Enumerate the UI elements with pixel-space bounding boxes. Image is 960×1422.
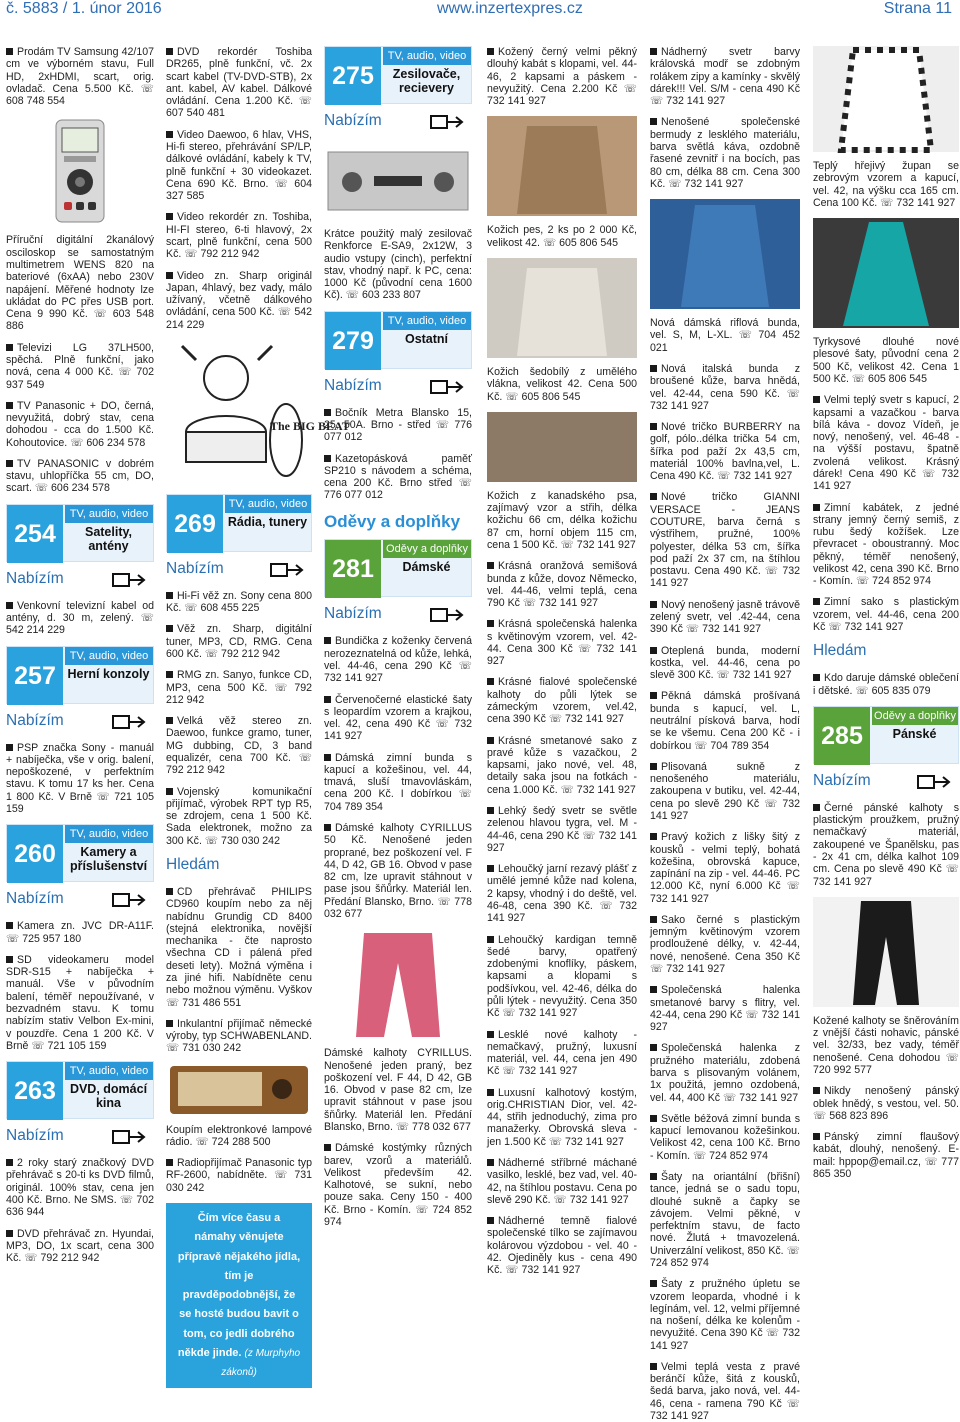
bullet [6,602,13,609]
amplifier-photo [324,142,472,220]
classified-ad: SD videokameru model SDR-S15 + nabíječka + manuál. Vše v původním balení, téměř nepoužívané, v bezvadném stavu. K tomu nabízím stativ Velbon Ex-mini, v pouzdře. Cena 1 200 Kč. V Brně ☏ 721 105 159 [6,953,154,1052]
classified-ad: Nádherné temně fialové společenské tílko se zajímavou kolárovou výzdobou - vel. 40 - 42. Ojediněly kus - cena 490 Kč. ☏ 732 141 927 [487,1215,637,1277]
arrow-right-icon [112,572,150,588]
bullet [6,1159,13,1166]
classified-ad: Nenošené společenské bermudy z lesklého materiálu, barva světlá káva, ozdobně řasené zevnitř i na bocích, pas 80 cm, délka 88 cm. Cena 300 Kč. ☏ 732 141 927 [650,116,800,190]
classified-ad: Dámské kalhoty CYRILLUS. Nenošené jeden praný, bez poškození vel. F 44, D 42, GB 16. Obvod v pase 82 cm, lze upravit stáhnout v pase jsou šňůrky. Materiál len. Předání Blansko, Brno. ☏ 778 032 677 [324,1047,472,1133]
offer-label: Nabízím [6,570,154,590]
classified-ad: Černé pánské kalhoty s plastickým proužkem, pružný nemačkavý materiál, zakoupené ve Španělsku, pas - 2x 41 cm, délka kalhot 109 cm. Cena po slevě 490 Kč ☏ 732 141 927 [813,801,959,888]
bullet [487,1159,494,1166]
bullet [650,986,657,993]
classified-ad: Lehoučký jarní rezavý plášť z umělé jemné kůže nad kolena, 2 kapsy, vhodný i do deště, vel. 46-48, cena 390 Kč. ☏ 732 141 927 [487,863,637,925]
bullet [813,396,820,403]
bullet [813,504,820,511]
classified-ad: Sako černé s plastickým jemným květinovým vzorem prodloužené délky, v. 42-44, nové, nenošené. Cena 350 Kč ☏ 732 141 927 [650,913,800,976]
bullet [324,409,331,416]
classified-ad: Velmi teplá vesta z pravé beránčí kůže, šitá z kousků, šedá barva, jako nová, vel. 44-46, cena - ramena 790 Kč ☏ 732 141 927 [650,1360,800,1422]
classified-ad: Dámské kostýmky různých barev, vzorů a materiálů. Velikost především 42. Kalhotové, se sukní, nebo pouze saka. Ceny 150 - 400 Kč. Brno - Komín. ☏ 724 852 974 [324,1142,472,1228]
classified-ad: TV PANASONIC v dobrém stavu, uhlopříčka 55 cm, DO, scart. ☏ 606 234 578 [6,457,154,495]
classified-ad: Společenská halenka smetanové barvy s flitry, vel. 42-44, cena 290 Kč ☏ 732 141 927 [650,984,800,1034]
bullet [6,956,13,963]
offer-label: Nabízím [324,377,472,397]
classified-ad: Prodám TV Samsung 42/107 cm ve výborném stavu, Full HD, 2xHDMI, scart, orig. ovladač. Cena 5.500 Kč. ☏ 608 748 554 [6,46,154,108]
leather-trousers-photo [813,897,959,1007]
classified-ad: Věž zn. Sharp, digitální tuner, MP3, CD, RMG. Cena 600 Kč. ☏ 792 212 942 [166,623,312,661]
bullet [487,678,494,685]
classified-ad: Hi-Fi věž zn. Sony cena 800 Kč. ☏ 608 455 225 [166,589,312,615]
classified-ad: Šaty na oriantální (břišní) tance, jedná se o sadu topu, dlouhé sukně a čapky se závojem. Velmi pěkné, v perfektním stavu, de facto nové. Žlutá + tmavozelená. Univerzální velikost, 850 Kč. ☏ 724 852 974 [650,1170,800,1269]
bullet [6,344,13,351]
bullet [650,118,657,125]
arrow-right-icon [270,562,308,578]
bullet [650,763,657,770]
classified-ad: Pravý kožich z lišky šitý z kousků - velmi teplý, bohatá kožešina, obrovská kapuce, zapínání na zip - vel. 44-46. PC 12.000 Kč, nyní 6.000 Kč ☏ 732 141 927 [650,831,800,905]
classified-ad: Radiopřijímač Panasonic typ RF-2600, nabídněte. ☏ 731 030 242 [166,1157,312,1194]
classified-ad: Příruční digitální 2kanálový osciloskop se samostatným multimetrem WENS 820 na bateriové (6xAA) nebo 230V napájení. Měřené hodnoty lze ukládat do PC přes USB port. Cena 9 990 Kč. ☏ 603 548 886 [6,234,154,333]
classified-ad: Šaty z pružného úpletu se vzorem leoparda, vhodné i k legínám, vel. 12, velmi příjemné na nošení, délka ke kolenům - nevyužité. Cena 390 Kč ☏ 732 141 927 [650,1278,800,1352]
classified-ad: Bundička z koženky červená nerozeznatelná od kůže, lehká, vel. 44-46, cena 290 Kč ☏ 732 141 927 [324,635,472,685]
rubric-257: 257 TV, audio, video Herní konzoly [6,646,154,704]
bullet [487,1089,494,1096]
arrow-right-icon [112,1129,150,1145]
bullet [650,833,657,840]
bullet [166,671,173,678]
classified-ad: Lehoučký kardigan temně šedé barvy, opatřený zdobenými knoflíky, páskem, kapsami a klopami s podšívkou, vel. 42-46, délka do půli lýtek - nevyužitý. Cena 350 Kč ☏ 732 141 927 [487,933,637,1020]
classified-ad: CD přehrávač PHILIPS CD960 koupím nebo za něj nabídnu Grundig CD 8400 (stejná elektronika, novější mechanika - čte naprosto všechna CD i pálená před deseti lety). Možná výměna i za jiné hifi. Nabídněte cenu nebo možnou výměnu. Vyškov ☏ 731 486 551 [166,885,312,1009]
bullet [6,48,13,55]
bullet [487,737,494,744]
bullet [324,824,331,831]
classified-ad: Krásná oranžová semišová bunda z kůže, dovoz Německo, vel. 44-46, velmi teplá, cena 790 Kč ☏ 732 141 927 [487,560,637,610]
offer-label: Nabízím [6,890,154,910]
classified-ad: Krátce použitý malý zesilovač Renkforce E-SA9, 2x12W, 3 audio vstupy (cinch), perfektní stav, vhodný např. k PC, cena: 1000 Kč (původní cena 1600 Kč). ☏ 603 233 807 [324,228,472,302]
classified-ad: PSP značka Sony - manuál + nabíječka, vše v orig. balení, nepoškozené, v perfektním stavu. K tomu 17 ks her. Cena 1 800 Kč. V Brně ☏ 721 105 159 [6,741,154,815]
classified-ad: Nádherný svetr barvy královská modř se zdobným rolákem zipy a kamínky - skvělý dárek!!! Vel. S/M - cena 490 Kč ☏ 732 141 927 [650,46,800,108]
bullet [487,1031,494,1038]
classified-ad: Kožené kalhoty se šněrováním z vnější části nohavic, pánské vel. 32/33, bez vady, téměř nenošené. Cena dohodou ☏ 720 992 577 [813,1014,959,1076]
column-1 [6,46,154,1324]
bullet [650,1363,657,1370]
column-4 [487,46,637,1324]
bullet [6,460,13,467]
bullet [6,744,13,751]
bullet [813,674,820,681]
bullet [166,1020,173,1027]
classified-ad: Kazetopásková paměť SP210 s návodem a schéma, cena 200 Kč. Brno střed ☏ 776 077 012 [324,452,472,502]
bullet [650,1280,657,1287]
pink-trousers-photo [324,929,472,1039]
classified-ad: Plisovaná sukně z nenošeného materiálu, zakoupena v butiku, vel. 42-44, cena po slevě 290 Kč ☏ 732 141 927 [650,760,800,822]
bullet [166,592,173,599]
classified-ad: Kožich pes, 2 ks po 2 000 Kč, velikost 42. ☏ 605 806 545 [487,224,637,249]
rubric-285: 285 Oděvy a doplňky Pánské [813,706,959,764]
denim-jacket-photo [650,199,800,309]
classified-ad: Kožich šedobílý z umělého vlákna, velikost 42. Cena 500 Kč. ☏ 605 806 545 [487,365,637,403]
bullet [487,936,494,943]
offer-label: Nabízím [6,1127,154,1147]
classified-ad: Kožený černý velmi pěkný dlouhý kabát s klopami, vel. 44-46, 2 kapsami a páskem - nevyužitý. Cena 2.200 Kč ☏ 732 141 927 [487,46,637,108]
bullet [650,601,657,608]
bullet [813,598,820,605]
arrow-right-icon [430,114,468,130]
classified-ad: Dámské kalhoty CYRILLUS 50 Kč. Nenošené jeden proprané, bez poškození vel. F 44, D 42, GB 16. Obvod v pase 82 cm, lze upravit stáhnout v pase jsou šňůrky. Materiál len. Předání Blansko, Brno. ☏ 778 032 677 [324,822,472,920]
bullet [650,647,657,654]
rubric-279: 279 TV, audio, video Ostatní [324,311,472,369]
offer-label: Nabízím [166,560,312,580]
classified-ad: Pánský zimní flaušový kabát, dlouhý, nenošený. E-mail: hppop@email.cz, ☏ 777 865 350 [813,1131,959,1180]
classified-ad: Teplý hřejivý župan se zebrovým vzorem a kapucí, vel. 42, na výšku cca 165 cm. Cena 100 Kč. ☏ 732 141 927 [813,160,959,209]
bullet [166,272,173,279]
bullet [324,455,331,462]
classified-ad: Zimní kabátek, z jedné strany jemný černý semiš, z rubu šedý kožíšek. Lze převracet - oboustranný. Moc pěkný, téměř nenošený, velikost 42, cena 390 Kč. Brno - Komín. ☏ 724 852 974 [813,501,959,588]
arrow-right-icon [917,774,955,790]
bullet [650,692,657,699]
rubric-260: 260 TV, audio, video Kamery a příslušenství [6,824,154,882]
classified-ad: Video rekordér zn. Toshiba, HI-FI stereo, 6-ti hlavový, 2x scart, plně funkční, cena 500 Kč. ☏ 792 212 942 [166,211,312,261]
classified-ad: Koupím elektronkové lampové rádio. ☏ 724 288 500 [166,1123,312,1148]
classified-ad: DVD přehrávač zn. Hyundai, MP3, DO, 1x scart, cena 300 Kč. ☏ 792 212 942 [6,1227,154,1265]
fur-coat-photo [487,116,637,216]
classified-ad: Nová italská bunda z broušené kůže, barva hnědá, vel. 42-44, cena 590 Kč. ☏ 732 141 927 [650,362,800,412]
classified-ad: Dámská zimní bunda s kapucí a kožešinou, vel. 44, tmavá, sluší tmavovláskám, cena 200 Kč. I dobírkou ☏ 704 789 354 [324,751,472,813]
classified-ad: Zimní sako s plastickým vzorem, vel. 44-46, cena 200 Kč ☏ 732 141 927 [813,596,959,634]
poster-text: The BIG BEAT [270,418,350,433]
classified-ad: Bočník Metra Blansko 15, 25, 50A. Brno - střed ☏ 776 077 012 [324,406,472,444]
rubric-275: 275 TV, audio, video Zesilovače, recievery [324,46,472,104]
classified-ad: Kamera zn. JVC DR-A11F. ☏ 725 957 180 [6,920,154,945]
classified-ad: Nová dámská riflová bunda, vel. S, M, L-XL. ☏ 704 452 021 [650,317,800,354]
multimeter-photo [6,116,154,226]
classified-ad: Nové tričko BURBERRY na golf, pólo..délka trička 54 cm, šířka pod paží 2x 43,5 cm, materiál 100% bavlna,vel, L. Cena 490 Kč. ☏ 732 141 927 [650,421,800,483]
dog-fur-photo [487,412,637,482]
classified-ad: Video zn. Sharp originál Japan, 4hlavý, bez vady, málo užívaný, včetně dálkového ovládání, cena 500 Kč. ☏ 542 214 229 [166,269,312,331]
classified-ad: Video Daewoo, 6 hlav, VHS, Hi-fi stereo, přehrávání SP/LP, dálkové ovládání, kabely k TV, plně funkční + 30 videokazet. Cena 690 Kč. Brno. ☏ 604 327 585 [166,128,312,203]
promo-box: Čím více času a námahy věnujete přípravě nějakého jídla, tím je pravděpodobnější, že se hosté budou bavit o tom, co jedli dobrého někde jinde. (z Murphyho zákonů) [166,1203,312,1388]
classified-ad: Lesklé nové kalhoty - nemačkavý, pružný, luxusní materiál, vel. 44, cena jen 490 Kč ☏ 732 141 927 [487,1028,637,1078]
radio-photo [166,1064,312,1116]
bullet [6,922,13,929]
bullet [166,788,173,795]
grey-coat-photo [487,258,637,358]
bullet [650,365,657,372]
classified-ad: Velká věž stereo zn. Daewoo, funkce gramo, tuner, MG dubbing, CD, 3 band equalizér, cena 700 Kč. ☏ 792 212 942 [166,715,312,777]
bullet [650,48,657,55]
arrow-right-icon [112,892,150,908]
bullet [324,1144,331,1151]
bullet [650,1115,657,1122]
classified-ad: Venkovní televizní kabel od antény, d. 30 m, zelený. ☏ 542 214 229 [6,599,154,637]
bullet [487,1217,494,1224]
bullet [166,717,173,724]
seek-label: Hledám [166,855,220,873]
classified-ad: Pěkná dámská prošívaná bunda s kapucí, vel. L, neutrální písková barva, hodí se ke všemu. Cena 200 Kč - i dobírkou ☏ 704 789 354 [650,690,800,752]
offer-label: Nabízím [324,112,472,132]
rubric-281: 281 Oděvy a doplňky Dámské [324,539,472,597]
column-5 [650,46,800,1422]
site-url[interactable]: www.inzertexpres.cz [437,0,583,17]
bullet [324,696,331,703]
offer-label: Nabízím [6,712,154,732]
bullet [487,620,494,627]
bullet [324,754,331,761]
classified-ad: Nikdy nenošený pánský oblek hnědý, s vestou, vel. 50. ☏ 568 823 896 [813,1085,959,1122]
rubric-269: 269 TV, audio, video Rádia, tunery [166,494,312,552]
bullet [166,1159,173,1166]
classified-ad: Červenočerné elastické šaty s leopardím vzorem a krajkou, vel. 42, cena 490 Kč ☏ 732 141 927 [324,693,472,743]
column-6 [813,46,959,1324]
bullet [166,625,173,632]
classified-ad: Nové tričko GIANNI VERSACE - JEANS COUTURE, barva černá s výstřihem, pružné, 100% polyester, délka 53 cm, šířka pod paží 2x 37 cm, na štíhlou postavu. Cena 490 Kč. ☏ 732 141 927 [650,491,800,590]
offer-label: Nabízím [324,605,472,625]
section-title: Oděvy a doplňky [324,511,461,531]
classified-ad: Televizi LG 37LH500, spěchá. Plně funkční, jako nová, cena 4 000 Kč. ☏ 702 937 549 [6,341,154,391]
column-2 [166,46,350,1379]
classified-ad: Krásná společenská halenka s květinovým vzorem, vel. 42-44. Cena 300 Kč ☏ 732 141 927 [487,618,637,668]
bullet [324,637,331,644]
classified-ad: Krásné smetanové sako z pravé kůže s vazačkou, 2 kapsami, jako nové, vel. 48, detaily saka jsou na fotkách - cena 1.000 Kč. ☏ 732 141 927 [487,734,637,796]
classified-ad: TV Panasonic + DO, černá, nevyužitá, dobrý stav, cena dohodou - cca do 1.500 Kč. Kohoutovice. ☏ 606 234 578 [6,399,154,449]
arrow-right-icon [430,607,468,623]
drummer-illustration [166,340,350,486]
bullet [813,1133,820,1140]
classified-ad: Světle béžová zimní bunda s kapucí lemovanou kožešinkou. Velikost 42, cena 100 Kč. Brno - Komín. ☏ 724 852 974 [650,1112,800,1162]
bullet [487,807,494,814]
classified-ad: Kdo daruje dámské oblečení i dětské. ☏ 605 835 079 [813,672,959,697]
page-number: Strana 11 [883,0,952,17]
classified-ad: Luxusní kalhotový kostým, orig.CHRISTIAN Dior, vel. 42-44, střih jednoduchý, zima pro manažerky. Obrovská sleva - jen 1.500 Kč ☏ 732 141 927 [487,1086,637,1148]
bullet [813,804,820,811]
turquoise-dress-photo [813,218,959,328]
bullet [6,1230,13,1237]
bullet [650,423,657,430]
seek-label: Hledám [813,642,867,660]
classified-ad: Krásné fialové společenské kalhoty do půli lýtek se zámeckým vzorem, vel.42, cena 390 Kč ☏ 732 141 927 [487,676,637,726]
arrow-right-icon [430,379,468,395]
bullet [166,48,173,55]
classified-ad: Nádherné stříbrné máchané vasilko, lesklé, bez vad, vel. 40-42, na štíhlou postavu. Cena po slevě 290 Kč. ☏ 732 141 927 [487,1157,637,1206]
classified-ad: Velmi teplý svetr s kapucí, 2 kapsami a vazačkou - barva bílá káva - dovoz Vídeň, je nový, nenošený, vel. 46-48 - na výšší postavu, špatně zvolená velikost. Krásný dárek! Cena 490 Kč ☏ 732 141 927 [813,394,959,493]
bullet [487,865,494,872]
column-3 [324,46,472,1324]
bullet [487,48,494,55]
rubric-254: 254 TV, audio, video Satelity, antény [6,504,154,562]
classified-ad: Inkulantní přijímač německé výroby, typ SCHWABENLAND. ☏ 731 030 242 [166,1017,312,1055]
classified-ad: 2 roky starý značkový DVD přehrávač s 20-ti ks DVD filmů, originál. 100% stav, cena jen 400 Kč. Brno. Ne SMS. ☏ 702 636 944 [6,1157,154,1219]
bullet [650,1044,657,1051]
bullet [650,1173,657,1180]
bullet [6,402,13,409]
bullet [166,131,173,138]
classified-ad: DVD rekordér Toshiba DR265, plně funkční, vč. 2x scart kabel (TV-DVD-STB), 2x ant. kabel, AV kabel. Dálkové ovládání. Cena 1.200 Kč. ☏ 607 540 481 [166,46,312,120]
classified-ad: Vojenský komunikační přijímač, výrobek RPT typ R5, se zdrojem, cena 1 500 Kč. Sada elektronek, možno za 300 Kč. ☏ 730 030 242 [166,785,312,847]
bullet [166,888,173,895]
classified-ad: Lehký šedý svetr se světle zelenou hlavou tygra, vel. M - 44-46, cena 290 Kč ☏ 732 141 927 [487,805,637,854]
arrow-right-icon [112,714,150,730]
classified-ad: Oteplená bunda, moderní kostka, vel. 44-46, cena po slevě 300 Kč. ☏ 732 141 927 [650,644,800,682]
issue-number: č. 5883 / 1. únor 2016 [6,0,162,17]
bullet [650,493,657,500]
rubric-263: 263 TV, audio, video DVD, domácí kina [6,1061,154,1119]
offer-label: Nabízím [813,772,959,792]
classified-ad: Společenská halenka z pružného materiálu, zdobená barva s plisovaným volánem, 1x použitá, jemno ozdobená, vel. 44, 400 Kč ☏ 732 141 927 [650,1042,800,1104]
bullet [166,213,173,220]
zebra-robe-photo [813,46,959,152]
page-header [0,0,960,20]
classified-ad: Tyrkysové dlouhé nové plesové šaty, původní cena 2 500 Kč, velikost 42. Cena 1 500 Kč. ☏ 605 806 545 [813,336,959,385]
bullet [650,916,657,923]
classified-ad: RMG zn. Sanyo, funkce CD, MP3, cena 500 Kč. ☏ 792 212 942 [166,669,312,706]
classified-ad: Nový nenošený jasně trávově zelený svetr, vel .42-44, cena 390 Kč ☏ 732 141 927 [650,598,800,636]
bullet [487,562,494,569]
bullet [813,1087,820,1094]
classified-ad: Kožich z kanadského psa, zajímavý vzor a střih, délka kožichu 66 cm, délka kožichu 87 cm, horní objem 115 cm, cena 1 500 Kč. ☏ 732 141 927 [487,489,637,551]
